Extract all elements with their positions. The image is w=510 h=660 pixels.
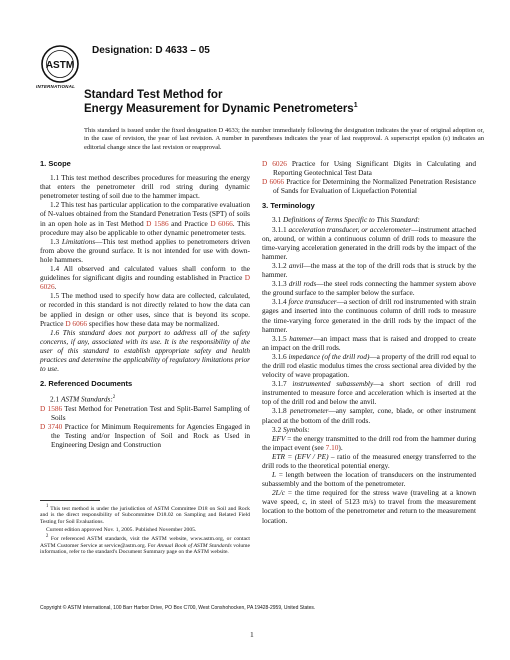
link-d1586[interactable]: D 1586 bbox=[146, 218, 169, 228]
right-column bbox=[262, 159, 476, 525]
section-heading-terminology: 3. Terminology bbox=[262, 201, 315, 211]
symbol-2lc bbox=[262, 488, 476, 524]
text: 3.1 bbox=[272, 215, 283, 225]
title-text: Energy Measurement for Dynamic Penetrometers bbox=[84, 102, 354, 115]
def-3-1-8 bbox=[262, 406, 476, 424]
text: Practice for Determining the Normalized Penetration Resistance of Sands for Evaluation of Liquefaction Potential bbox=[273, 177, 476, 196]
text: —any sampler, cone, blade, or other instrument placed at the bottom of the drill rods. bbox=[262, 406, 476, 425]
def-3-1-5 bbox=[262, 334, 476, 352]
para-1-1: 1.1 This test method describes procedures for measuring the energy that enters the penetrometer drill rod string during dynamic penetrometer testing of soil due to the hammer impact. bbox=[40, 173, 250, 201]
para-1-6 bbox=[40, 328, 250, 373]
text: = the energy transmitted to the drill rod from the hammer during the impact event (see bbox=[262, 433, 476, 452]
svg-text:ASTM: ASTM bbox=[45, 60, 75, 71]
text: 1.2 This test has particular application to the comparative evaluation of N-values obtained from the Standard Penetration Tests (SPT) of soils in an open hole as in Test Method bbox=[40, 200, 250, 228]
para-1-4 bbox=[40, 264, 250, 291]
text: This test method is under the jurisdiction of ASTM Committee D18 on Soil and Rock and is the direct responsibility of Subcommittee D18.02 on Sampling and Related Field Testing for Soil Evaluations. bbox=[40, 505, 250, 526]
text: ASTM Standards: bbox=[60, 394, 113, 404]
text: ). bbox=[338, 442, 343, 452]
title-line-1: Standard Test Method for bbox=[84, 89, 223, 101]
title-footnote-mark: 1 bbox=[353, 102, 358, 109]
text: = the time required for the stress wave (traveling at a known wave speed, c, in steel of 5123 m/s) to travel from the measurement location to the bottom of the penetrometer and return to the measurement location. bbox=[262, 488, 476, 525]
link-d1586-2[interactable]: D 1586 bbox=[40, 403, 63, 413]
symbol: ETR = (EFV / PE) bbox=[272, 451, 329, 461]
footnote-mark: 2 bbox=[46, 534, 49, 540]
term: hammer bbox=[289, 333, 314, 343]
text: —This test method applies to penetrometers driven from above the ground surface. It is not intended for use with down-hole hammers. bbox=[40, 236, 250, 264]
symbol: 2L/c bbox=[272, 488, 285, 498]
footnote-mark: 1 bbox=[46, 504, 49, 509]
text: 3.1.1 bbox=[272, 224, 289, 234]
term: instrumented subassembly bbox=[292, 379, 374, 389]
text: 2.1 bbox=[50, 394, 61, 404]
title-line-2 bbox=[84, 102, 358, 115]
text: 3.1.7 bbox=[272, 379, 293, 389]
term: drill rods bbox=[288, 279, 317, 289]
left-column bbox=[40, 159, 250, 449]
text: 1.6 This standard does not purport to address all of the safety concerns, if any, associated with its use. It is the responsibility of the user of this standard to establish appropriate safety and health practices and determine the applicability of regulatory limitations prior to use. bbox=[40, 327, 250, 374]
standard-d1586 bbox=[40, 404, 250, 422]
link-d6026[interactable]: D 6026 bbox=[40, 273, 250, 292]
def-3-1-3 bbox=[262, 279, 476, 297]
term: anvil bbox=[288, 260, 304, 270]
def-3-1-7 bbox=[262, 379, 476, 406]
def-3-1-4 bbox=[262, 297, 476, 333]
symbol-etr bbox=[262, 452, 476, 470]
standard-d6026 bbox=[262, 159, 476, 177]
term: penetrometer bbox=[289, 406, 329, 416]
term: impedance (of the drill rod) bbox=[288, 351, 370, 361]
standard-notice: This standard is issued under the fixed designation D 4633; the number immediately following the designation indicates the year of original adoption or, in the case of revision, the year of last revision. A number in parentheses indicates the year of last reapproval. A superscript epsilon (ε) indicates an editorial change since the last revision or reapproval. bbox=[84, 127, 484, 151]
text: —the steel rods connecting the hammer system above the ground surface to the sampler below the surface. bbox=[262, 279, 476, 298]
footnote-rule bbox=[40, 500, 100, 501]
footnote-2 bbox=[40, 534, 250, 556]
text: 3.1.2 bbox=[272, 260, 289, 270]
text: 3.1.5 bbox=[272, 333, 290, 343]
footnote-1-cont: Current edition approved Nov. 1, 2005. Published November 2005. bbox=[46, 526, 197, 533]
link-d6066[interactable]: D 6066 bbox=[210, 218, 233, 228]
standard-d3740 bbox=[40, 422, 250, 449]
page-number: 1 bbox=[250, 630, 254, 639]
text: specifies how these data may be normalized. bbox=[87, 318, 220, 328]
para-1-2 bbox=[40, 200, 250, 236]
def-3-1-1 bbox=[262, 225, 476, 261]
text: —instrument attached on, around, or within a continuous column of drill rods to measure the time-varying acceleration generated in the drill rods by the impact of the hammer. bbox=[262, 224, 477, 261]
link-d6026-2[interactable]: D 6026 bbox=[262, 159, 287, 168]
para-3-2 bbox=[262, 425, 476, 434]
text: and Practice bbox=[168, 218, 211, 228]
text: volume information, refer to the standard's Document Summary page on the ASTM website. bbox=[40, 542, 250, 556]
para-2-1 bbox=[40, 393, 250, 404]
text: 3.1.3 bbox=[272, 279, 289, 289]
text: . This procedure may also be applicable to other dynamic penetrometer tests. bbox=[40, 218, 250, 237]
term: force transducer bbox=[288, 297, 337, 307]
def-3-1-6 bbox=[262, 352, 476, 379]
text: For referenced ASTM standards, visit the ASTM website, www.astm.org, or contact ASTM Customer Service at service@astm.org. For bbox=[40, 536, 250, 549]
copyright-line: Copyright © ASTM International, 100 Barr Harbor Drive, PO Box C700, West Conshohocken, PA 19428-2959, United States. bbox=[40, 605, 316, 611]
text: 1.5 The method used to specify how data are collected, calculated, or recorded in this standard is not directly related to how the data can be applied in design or other uses, since that is beyond its scope. Practice bbox=[40, 291, 250, 328]
link-d6066-3[interactable]: D 6066 bbox=[262, 177, 285, 187]
term: acceleration transducer, or accelerometer bbox=[288, 224, 412, 234]
text: . bbox=[54, 282, 57, 292]
text: Practice for Minimum Requirements for Agencies Engaged in the Testing and/or Inspection of Soil and Rock as Used in Engineering Design and Construction bbox=[51, 421, 250, 450]
symbol-efv bbox=[262, 434, 476, 452]
symbol-l bbox=[262, 470, 476, 488]
designation: Designation: D 4633 – 05 bbox=[92, 45, 210, 56]
text: —a section of drill rod instrumented with strain gages and inserted into the continuous column of drill rods to measure the time-varying force generated in the drill rods by the impact of the hammer. bbox=[262, 297, 476, 334]
link-d6066-2[interactable]: D 6066 bbox=[65, 318, 88, 328]
logo-text: INTERNATIONAL bbox=[36, 84, 76, 89]
link-7-10[interactable]: 7.10 bbox=[325, 442, 339, 452]
text: —a short section of drill rod instrumented to measure force and acceleration which is inserted at the top of the drill rod and below the anvil. bbox=[262, 379, 476, 407]
symbol: EFV bbox=[272, 433, 286, 443]
para-3-1 bbox=[262, 215, 476, 224]
footnote-mark: 2 bbox=[112, 395, 116, 401]
text: 3.1.8 bbox=[272, 406, 290, 416]
text: 3.1.4 bbox=[272, 297, 289, 307]
para-1-5 bbox=[40, 291, 250, 327]
text: 3.1.6 bbox=[272, 351, 289, 361]
symbol: L bbox=[272, 470, 277, 480]
text: —the mass at the top of the drill rods that is struck by the hammer. bbox=[262, 260, 476, 280]
text: 3.2 bbox=[272, 424, 283, 434]
text: 1.4 All observed and calculated values shall conform to the guidelines for significant digits and rounding established in Practice bbox=[40, 264, 250, 283]
link-d3740[interactable]: D 3740 bbox=[40, 421, 63, 431]
text: Test Method for Penetration Test and Split-Barrel Sampling of Soils bbox=[51, 403, 250, 422]
text: Definitions of Terms Specific to This Standard: bbox=[282, 215, 420, 225]
text: Practice for Using Significant Digits in Calculating and Reporting Geotechnical Test Data bbox=[273, 159, 476, 178]
standard-d6066 bbox=[262, 177, 476, 195]
para-1-3 bbox=[40, 237, 250, 264]
text: —an impact mass that is raised and dropped to create an impact on the drill rods. bbox=[262, 333, 476, 352]
text: – ratio of the measured energy transferred to the drill rods to the theoretical potential energy. bbox=[262, 451, 476, 470]
footnote-1 bbox=[40, 504, 250, 526]
section-heading-scope: 1. Scope bbox=[40, 159, 71, 168]
footnotes bbox=[40, 504, 250, 557]
text: Limitations bbox=[61, 236, 96, 246]
text: Symbols: bbox=[282, 424, 310, 434]
text: = length between the location of transducers on the instrumented subassembly and the bottom of the penetrometer. bbox=[262, 470, 476, 489]
text: Annual Book of ASTM Standards bbox=[157, 542, 232, 549]
text: —a property of the drill rod equal to the drill rod elastic modulus times the cross sectional area divided by the velocity of wave propagation. bbox=[262, 351, 476, 380]
section-heading-referenced-documents: 2. Referenced Documents bbox=[40, 379, 133, 389]
astm-logo bbox=[40, 44, 80, 84]
def-3-1-2 bbox=[262, 261, 476, 279]
text: 1.3 bbox=[50, 236, 62, 246]
